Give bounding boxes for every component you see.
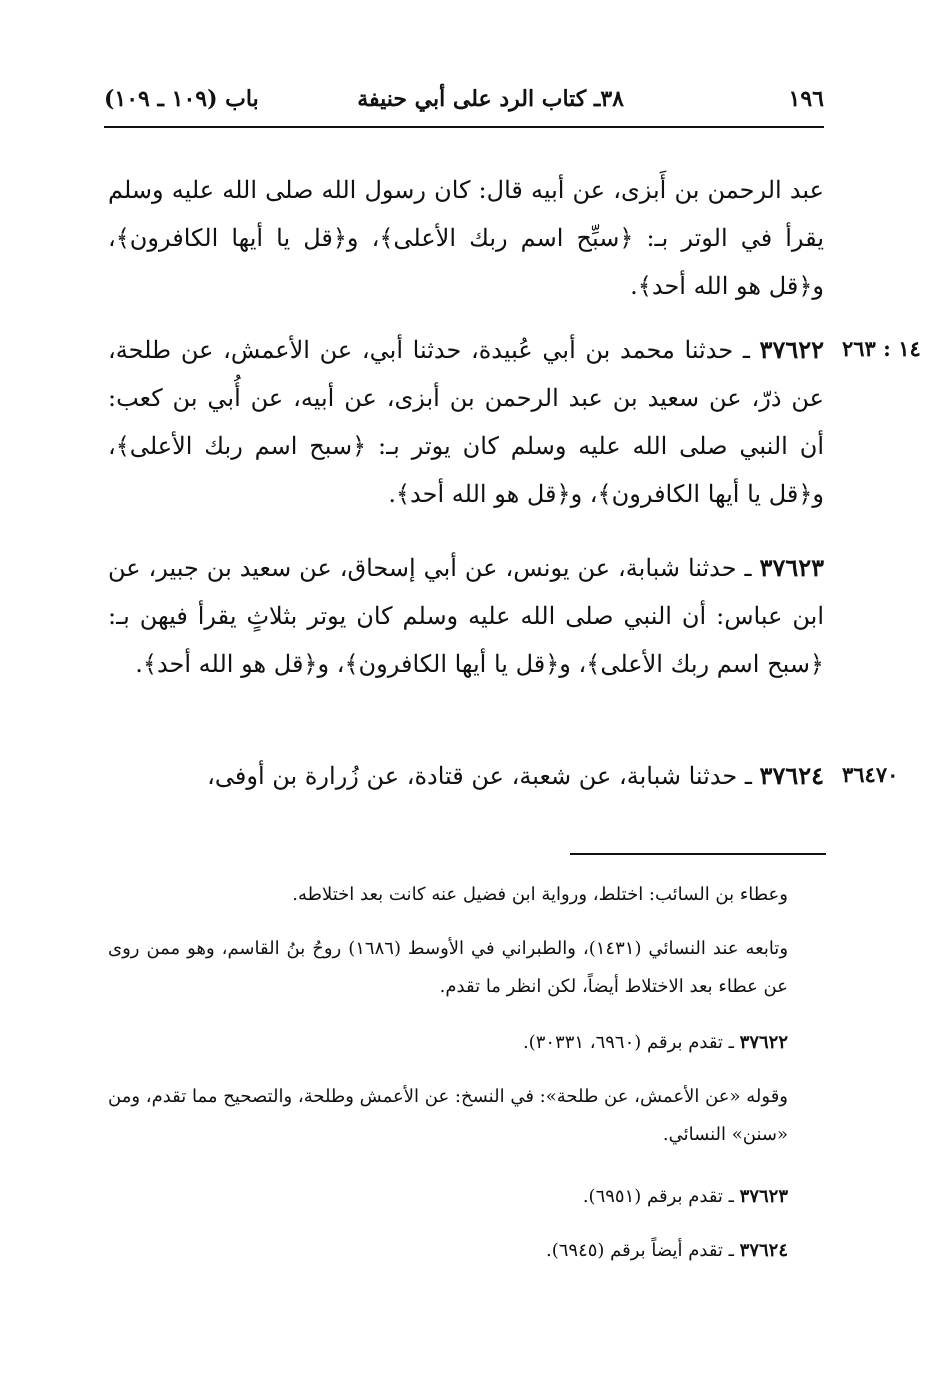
- footnote-4: وقوله «عن الأعمش، عن طلحة»: في النسخ: عن الأعمش وطلحة، والتصحيح مما تقدم، ومن «سنن» النسائي.: [108, 1086, 788, 1145]
- hadith-number: ٣٧٦٢٤: [759, 761, 824, 790]
- hadith-37624: [108, 752, 824, 800]
- footnote-1: وعطاء بن السائب: اختلط، ورواية ابن فضيل عنه كانت بعد اختلاطه.: [292, 884, 788, 905]
- paragraph-1-text: عبد الرحمن بن أَبزى، عن أبيه قال: كان رسول الله صلى الله عليه وسلم يقرأ في الوتر بـ: ﴿سبِّح اسم ربك الأعلى﴾، و﴿قل يا أيها الكافرون﴾، و﴿قل هو الله أحد﴾.: [108, 176, 824, 300]
- hadith-37622: [108, 326, 824, 518]
- section-title: باب (١٠٩ ـ ١٠٩): [104, 86, 259, 112]
- hadith-number: ٣٧٦٢٣: [759, 553, 824, 582]
- footnote-text: ـ تقدم برقم (٦٩٥١).: [582, 1186, 740, 1207]
- paragraph-1: [108, 166, 824, 310]
- hadith-text: ـ حدثنا شبابة، عن يونس، عن أبي إسحاق، عن سعيد بن جبير، عن ابن عباس: أن النبي صلى الله عليه وسلم كان يوتر بثلاثٍ يقرأ فيهن بـ: ﴿سبح اسم ربك الأعلى﴾، و﴿قل يا أيها الكافرون﴾، و﴿قل هو الله أحد﴾.: [108, 554, 824, 678]
- footnote-3: [108, 1024, 788, 1062]
- footnote-rule: [570, 853, 826, 855]
- margin-ref-2: ٣٦٤٧٠: [842, 762, 899, 787]
- footnote-5: [108, 1178, 788, 1216]
- page-number: ١٩٦: [788, 86, 824, 112]
- footnote-6: [108, 1232, 788, 1270]
- hadith-text: ـ حدثنا محمد بن أبي عُبيدة، حدثنا أبي، عن الأعمش، عن طلحة، عن ذرّ، عن سعيد بن عبد الرحمن بن أبزى، عن أبيه، عن أُبي بن كعب: أن النبي صلى الله عليه وسلم كان يوتر بـ: ﴿سبح اسم ربك الأعلى﴾، و﴿قل يا أيها الكافرون﴾، و﴿قل هو الله أحد﴾.: [108, 336, 824, 508]
- footnote-number: ٣٧٦٢٣: [739, 1186, 788, 1207]
- footnote-number: ٣٧٦٢٤: [739, 1240, 788, 1261]
- hadith-number: ٣٧٦٢٢: [759, 335, 824, 364]
- footnote-text: ـ تقدم برقم (٦٩٦٠، ٣٠٣٣١).: [522, 1032, 740, 1053]
- footnote-number: ٣٧٦٢٢: [739, 1032, 788, 1053]
- footnote-text: ـ تقدم أيضاً برقم (٦٩٤٥).: [545, 1240, 740, 1261]
- page-header: [104, 86, 824, 118]
- chapter-title: ٣٨ـ كتاب الرد على أبي حنيفة: [357, 86, 624, 112]
- hadith-text: ـ حدثنا شبابة، عن شعبة، عن قتادة، عن زُرارة بن أوفى،: [207, 762, 760, 790]
- hadith-37623: [108, 544, 824, 688]
- footnote-2: وتابعه عند النسائي (١٤٣١)، والطبراني في الأوسط (١٦٨٦) روحُ بنُ القاسم، وهو ممن روى عن عطاء بعد الاختلاط أيضاً، لكن انظر ما تقدم.: [108, 938, 789, 997]
- header-rule: [104, 126, 824, 128]
- margin-ref-1: ١٤ : ٢٦٣: [842, 336, 921, 361]
